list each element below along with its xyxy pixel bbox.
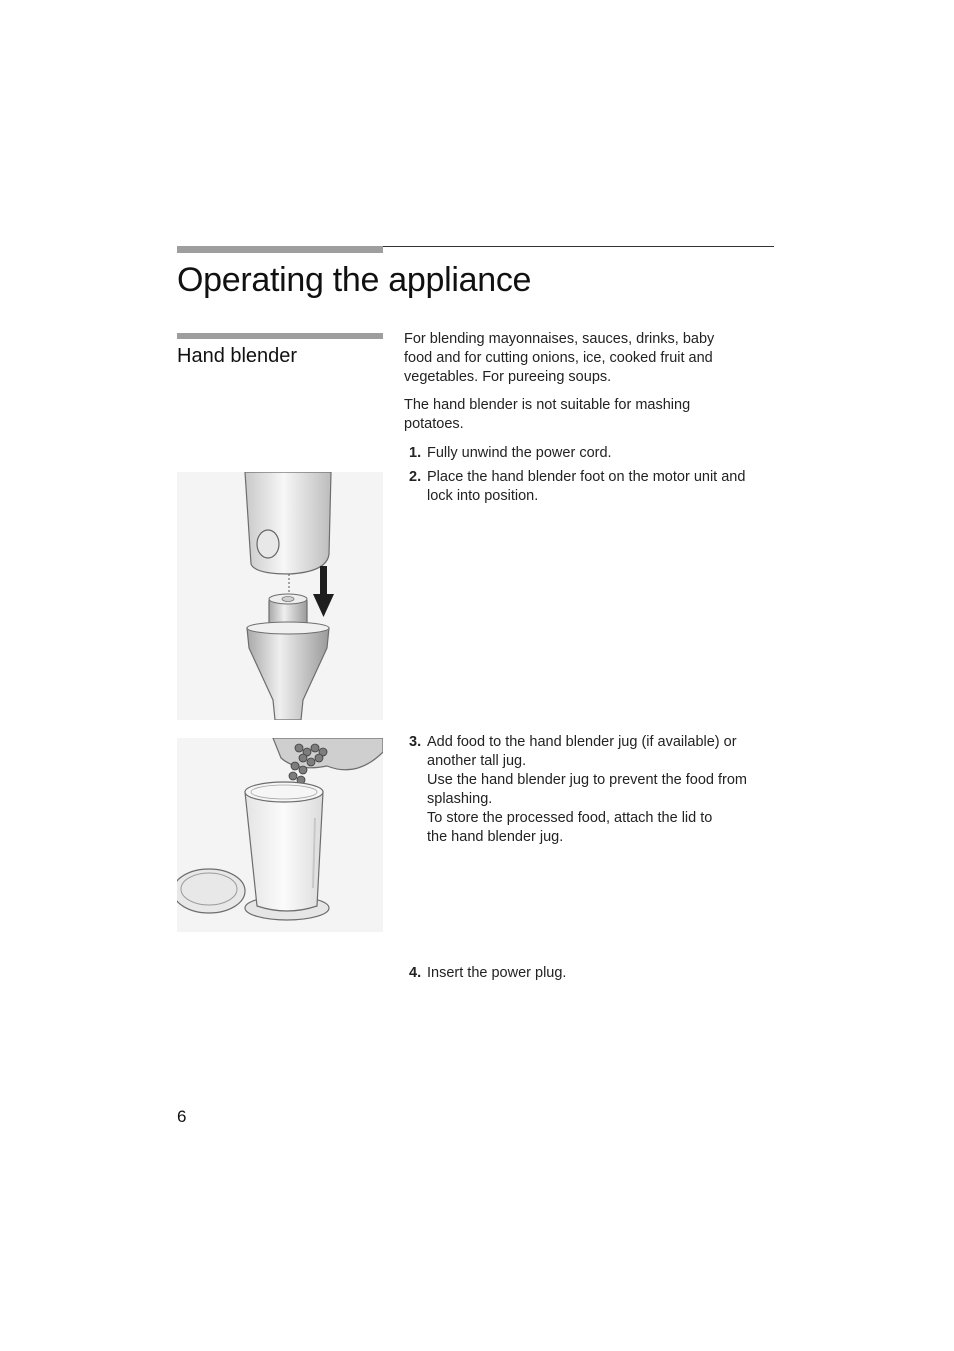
blender-jug-illustration: [177, 738, 383, 932]
step-1: [404, 444, 776, 464]
blender-attach-illustration: [177, 472, 383, 720]
step-3: [404, 733, 776, 851]
intro-paragraph: [404, 330, 776, 387]
note-line: The hand blender is not suitable for mashing: [404, 397, 691, 413]
step-line: another tall jug.: [427, 753, 527, 769]
step-4: [404, 964, 776, 984]
step-number: 4.: [409, 965, 422, 981]
release-button-shape: [257, 530, 279, 558]
step-line: Insert the power plug.: [427, 965, 567, 981]
note-line: potatoes.: [404, 416, 464, 432]
step-line: the hand blender jug.: [427, 829, 564, 845]
header-rule-thick: [177, 246, 383, 253]
jug-body-shape: [245, 792, 323, 911]
jug-lid-shape: [177, 869, 245, 913]
header-rule-thin: [383, 246, 774, 247]
step-number: 1.: [409, 445, 422, 461]
step-2: [404, 468, 776, 508]
arrow-down-shape: [320, 566, 327, 596]
step-line: Place the hand blender foot on the motor unit and: [427, 469, 746, 485]
step-line: Use the hand blender jug to prevent the food from: [427, 772, 748, 788]
blender-attach-svg: [177, 472, 383, 720]
intro-line: For blending mayonnaises, sauces, drinks, baby: [404, 331, 715, 347]
step-line: lock into position.: [427, 488, 539, 504]
step-line: Add food to the hand blender jug (if available) or: [427, 734, 737, 750]
motor-unit-shape: [245, 472, 331, 574]
step-text: [427, 733, 776, 847]
note-paragraph: [404, 396, 776, 434]
intro-line: vegetables. For pureeing soups.: [404, 369, 612, 385]
section-title: Hand blender: [177, 345, 298, 367]
step-text: [427, 964, 776, 983]
intro-line: food and for cutting onions, ice, cooked fruit and: [404, 350, 713, 366]
step-line: splashing.: [427, 791, 493, 807]
step-line: To store the processed food, attach the lid to: [427, 810, 713, 826]
step-text: [427, 468, 776, 506]
step-number: 3.: [409, 734, 422, 750]
page-number: 6: [177, 1107, 187, 1126]
step-line: Fully unwind the power cord.: [427, 445, 612, 461]
step-text: [427, 444, 776, 463]
section-rule: [177, 333, 383, 339]
blender-jug-svg: [177, 738, 383, 932]
page-title: Operating the appliance: [177, 261, 532, 299]
step-number: 2.: [409, 469, 422, 485]
